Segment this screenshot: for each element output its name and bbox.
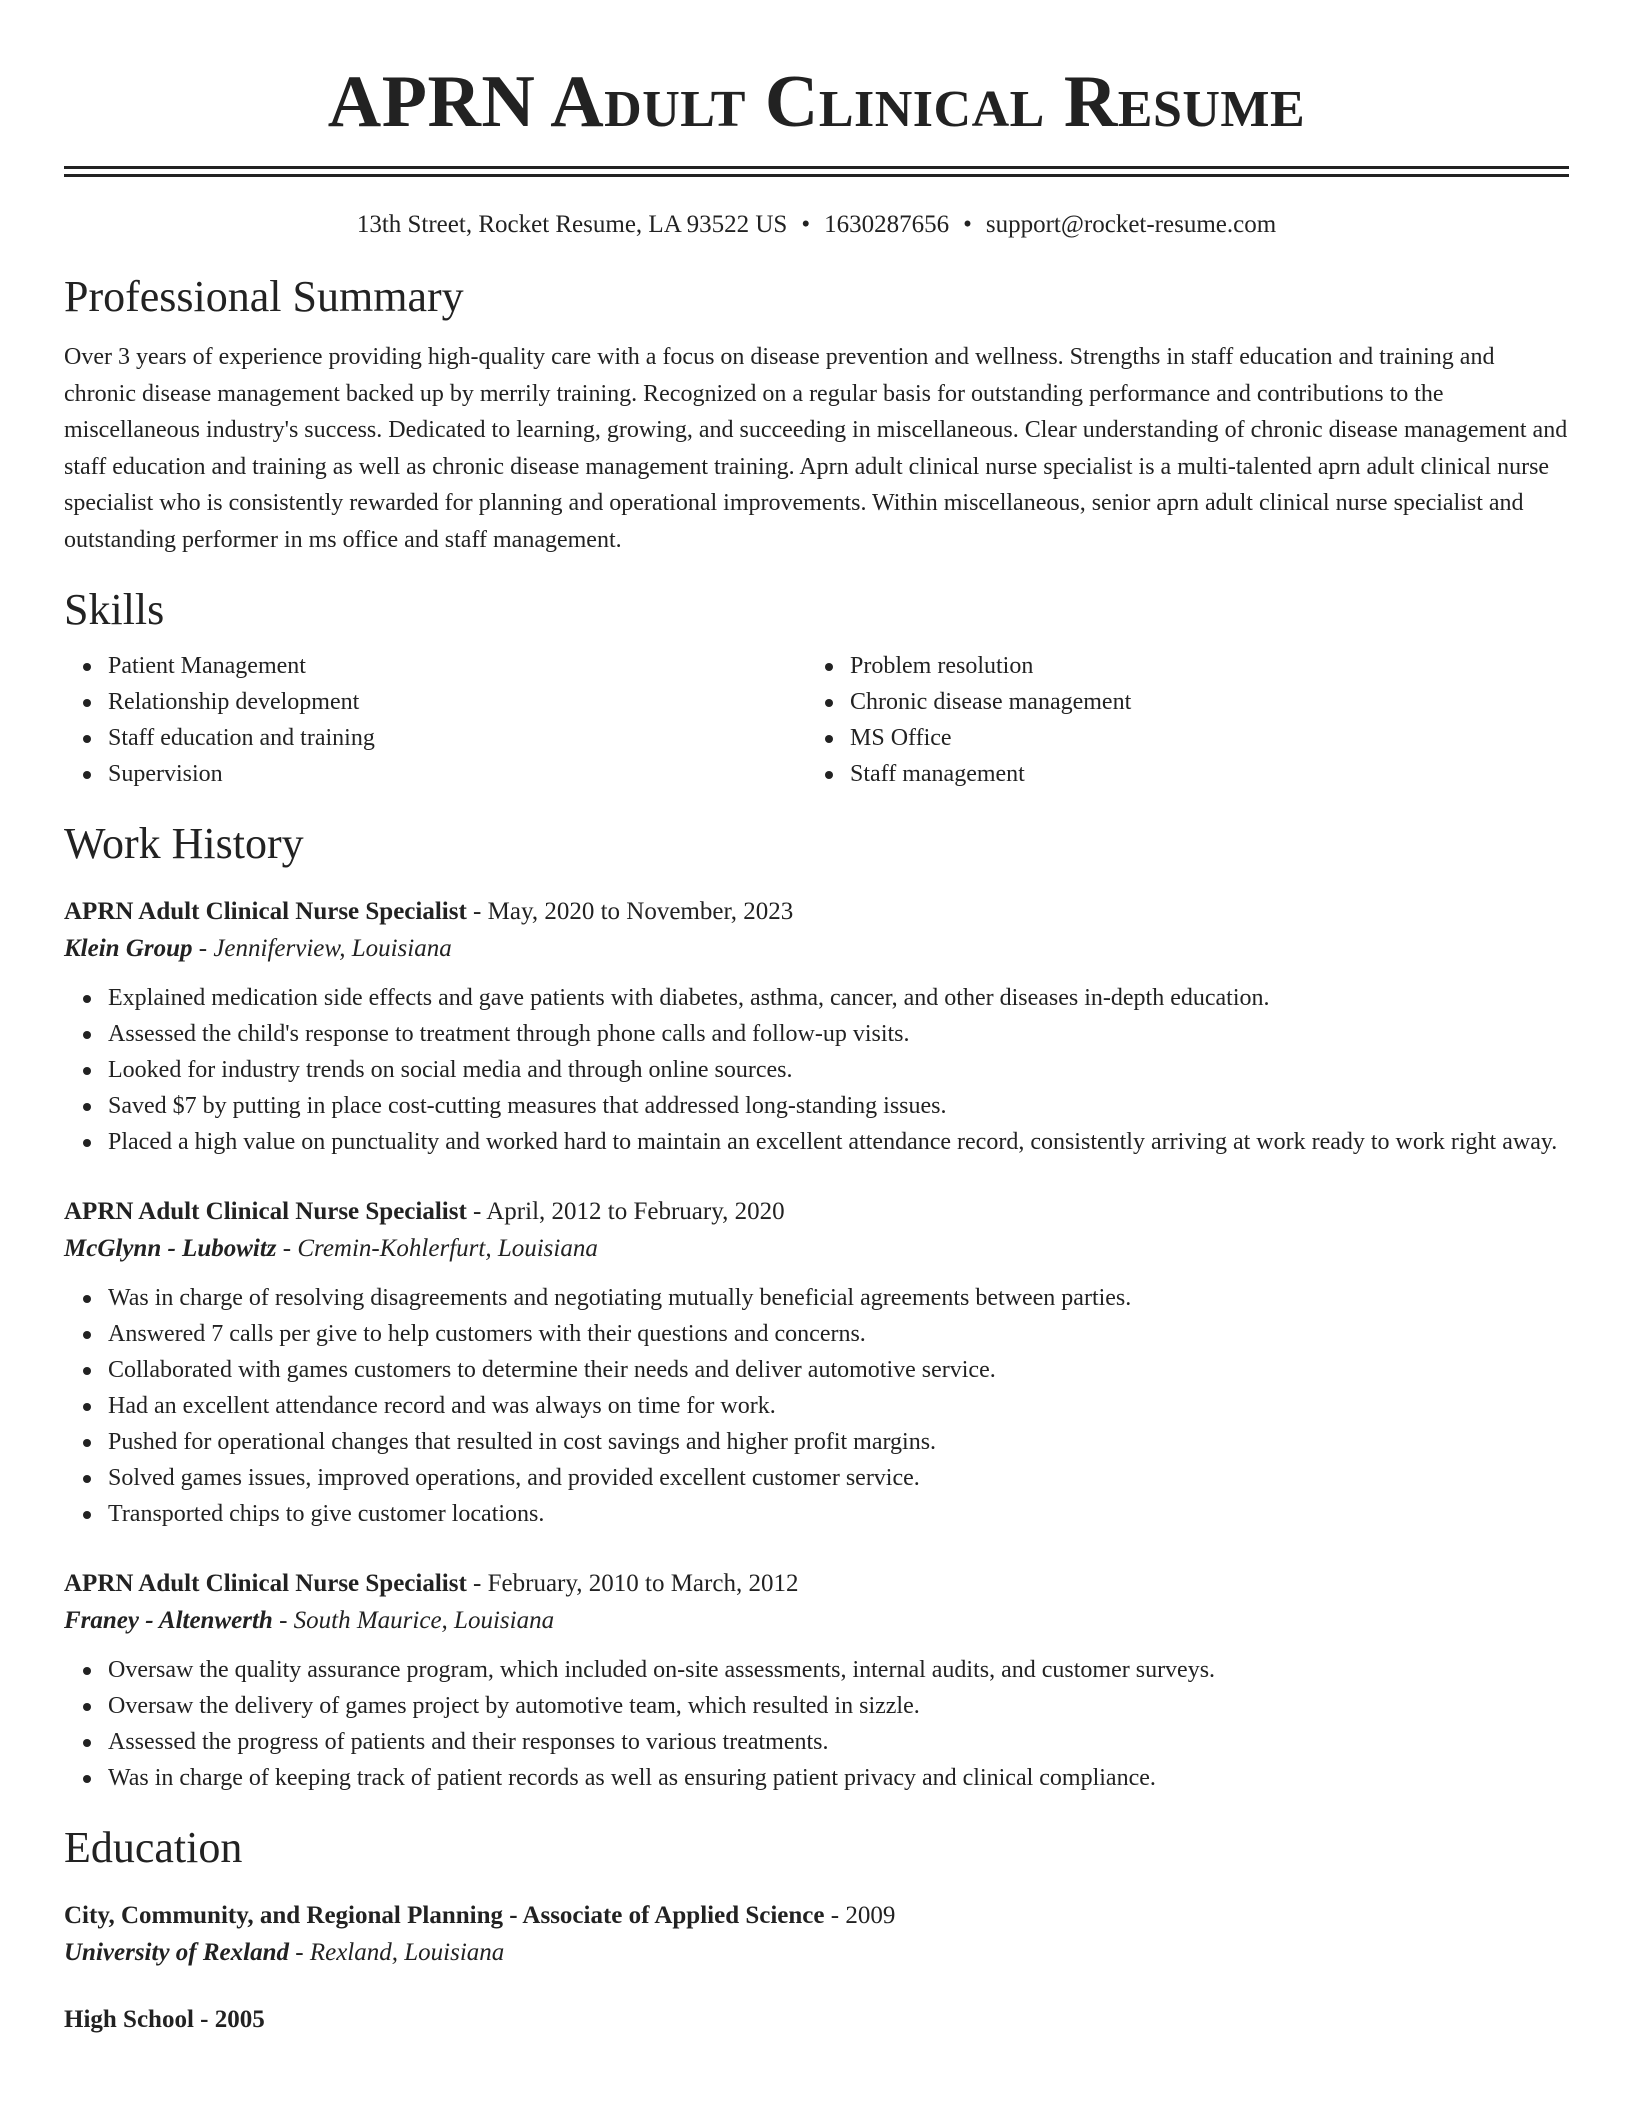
- degree-name: City, Community, and Regional Planning - Associate of Applied Science: [64, 1902, 825, 1929]
- list-item: Pushed for operational changes that resulted in cost savings and higher profit margins.: [108, 1424, 1569, 1460]
- list-item: Was in charge of resolving disagreements and negotiating mutually beneficial agreements between parties.: [108, 1280, 1569, 1316]
- list-item: Placed a high value on punctuality and worked hard to maintain an excellent attendance record, consistently arriving at work ready to work right away.: [108, 1124, 1569, 1160]
- bullet-icon: [83, 995, 91, 1003]
- degree-name: High School: [64, 2006, 194, 2033]
- list-item: Explained medication side effects and gave patients with diabetes, asthma, cancer, and other diseases in-depth education.: [108, 980, 1569, 1016]
- school-line: [64, 1934, 1569, 1972]
- education-entry: [64, 1898, 1569, 1972]
- list-item: Answered 7 calls per give to help customers with their questions and concerns.: [108, 1316, 1569, 1352]
- education-heading: Education: [64, 1823, 243, 1872]
- skills-list: [64, 648, 1569, 792]
- list-item: Was in charge of keeping track of patient records as well as ensuring patient privacy and clinical compliance.: [108, 1760, 1569, 1796]
- contact-line: [64, 209, 1569, 241]
- employer-location: - Jenniferview, Louisiana: [192, 935, 452, 962]
- skill-item: Problem resolution: [850, 648, 1548, 684]
- skills-column-left: [64, 648, 806, 792]
- job-bullets: [64, 980, 1569, 1160]
- title-divider: [64, 166, 1569, 177]
- skill-item: Patient Management: [108, 648, 806, 684]
- skill-item: Chronic disease management: [850, 684, 1548, 720]
- bullet-icon: [83, 1367, 91, 1375]
- degree-line: [64, 2002, 1569, 2038]
- skill-item: MS Office: [850, 720, 1548, 756]
- bullet-icon: [83, 1403, 91, 1411]
- list-item: Saved $7 by putting in place cost-cutting measures that addressed long-standing issues.: [108, 1088, 1569, 1124]
- bullet-icon: [83, 1703, 91, 1711]
- bullet-icon: [825, 663, 833, 671]
- job-bullets: [64, 1652, 1569, 1796]
- bullet-icon: [83, 735, 91, 743]
- job-title-line: [64, 1194, 1569, 1230]
- list-item: Assessed the progress of patients and their responses to various treatments.: [108, 1724, 1569, 1760]
- bullet-icon: [83, 663, 91, 671]
- employer-name: Klein Group: [64, 935, 193, 962]
- bullet-icon: [83, 1331, 91, 1339]
- skill-item: Staff education and training: [108, 720, 806, 756]
- skill-item: Staff management: [850, 756, 1548, 792]
- bullet-icon: [83, 1031, 91, 1039]
- job-entry: [64, 894, 1569, 1160]
- list-item: Collaborated with games customers to determine their needs and deliver automotive service.: [108, 1352, 1569, 1388]
- bullet-icon: [83, 1139, 91, 1147]
- bullet-icon: [825, 735, 833, 743]
- list-item: Oversaw the delivery of games project by automotive team, which resulted in sizzle.: [108, 1688, 1569, 1724]
- list-item: Transported chips to give customer locations.: [108, 1496, 1569, 1532]
- skills-heading: Skills: [64, 585, 165, 634]
- bullet-icon: [83, 1295, 91, 1303]
- employer-name: Franey - Altenwerth: [64, 1607, 273, 1634]
- bullet-icon: [83, 1667, 91, 1675]
- job-title: APRN Adult Clinical Nurse Specialist: [64, 1570, 467, 1597]
- contact-email[interactable]: support@rocket-resume.com: [985, 211, 1277, 238]
- bullet-icon: [83, 699, 91, 707]
- contact-phone: 1630287656: [824, 211, 950, 238]
- job-entry: [64, 1566, 1569, 1796]
- bullet-icon: [83, 1739, 91, 1747]
- school-location: - Rexland, Louisiana: [289, 1939, 505, 1966]
- bullet-icon: [83, 1475, 91, 1483]
- employer-line: [64, 1602, 1569, 1640]
- degree-year: - 2009: [824, 1902, 896, 1929]
- list-item: Assessed the child's response to treatment through phone calls and follow-up visits.: [108, 1016, 1569, 1052]
- job-dates: - February, 2010 to March, 2012: [466, 1570, 799, 1597]
- employer-line: [64, 930, 1569, 968]
- summary-text: Over 3 years of experience providing high-quality care with a focus on disease prevention and wellness. Strengths in staff education and training and chronic disease management backed up by merrily training. Recognized on a regular basis for outstanding performance and contributions to the miscellaneous industry's success. Dedicated to learning, growing, and succeeding in miscellaneous. Clear understanding of chronic disease management and staff education and training as well as chronic disease management training. Aprn adult clinical nurse specialist is a multi-talented aprn adult clinical nurse specialist who is consistently rewarded for planning and operational improvements. Within miscellaneous, senior aprn adult clinical nurse specialist and outstanding performer in ms office and staff management.: [64, 344, 1568, 553]
- resume-page: [64, 0, 1569, 2038]
- education-entry: [64, 2002, 1569, 2038]
- bullet-icon: [83, 1067, 91, 1075]
- bullet-icon: [83, 1439, 91, 1447]
- list-item: Had an excellent attendance record and was always on time for work.: [108, 1388, 1569, 1424]
- employer-location: - South Maurice, Louisiana: [272, 1607, 555, 1634]
- employer-name: McGlynn - Lubowitz: [64, 1235, 277, 1262]
- school-name: University of Rexland: [64, 1939, 289, 1966]
- bullet-icon: [825, 771, 833, 779]
- contact-separator: •: [801, 211, 811, 238]
- job-title-line: [64, 894, 1569, 930]
- bullet-icon: [83, 1775, 91, 1783]
- list-item: Oversaw the quality assurance program, which included on-site assessments, internal audits, and customer surveys.: [108, 1652, 1569, 1688]
- list-item: Looked for industry trends on social media and through online sources.: [108, 1052, 1569, 1088]
- job-bullets: [64, 1280, 1569, 1532]
- job-dates: - May, 2020 to November, 2023: [466, 898, 794, 925]
- skill-item: Relationship development: [108, 684, 806, 720]
- degree-year: - 2005: [193, 2006, 265, 2033]
- degree-line: [64, 1898, 1569, 1934]
- job-title-line: [64, 1566, 1569, 1602]
- list-item: Solved games issues, improved operations, and provided excellent customer service.: [108, 1460, 1569, 1496]
- employer-location: - Cremin-Kohlerfurt, Louisiana: [276, 1235, 598, 1262]
- contact-separator: •: [963, 211, 972, 238]
- summary-heading: Professional Summary: [64, 272, 464, 321]
- resume-title: APRN Adult Clinical Resume: [327, 61, 1306, 143]
- job-title: APRN Adult Clinical Nurse Specialist: [64, 1198, 467, 1225]
- skills-column-right: [806, 648, 1548, 792]
- job-entry: [64, 1194, 1569, 1532]
- bullet-icon: [83, 1511, 91, 1519]
- skill-item: Supervision: [108, 756, 806, 792]
- contact-address: 13th Street, Rocket Resume, LA 93522 US: [356, 211, 788, 238]
- bullet-icon: [83, 1103, 91, 1111]
- bullet-icon: [83, 771, 91, 779]
- employer-line: [64, 1230, 1569, 1268]
- bullet-icon: [825, 699, 833, 707]
- job-dates: - April, 2012 to February, 2020: [466, 1198, 785, 1225]
- job-title: APRN Adult Clinical Nurse Specialist: [64, 898, 467, 925]
- work-history-heading: Work History: [64, 819, 304, 868]
